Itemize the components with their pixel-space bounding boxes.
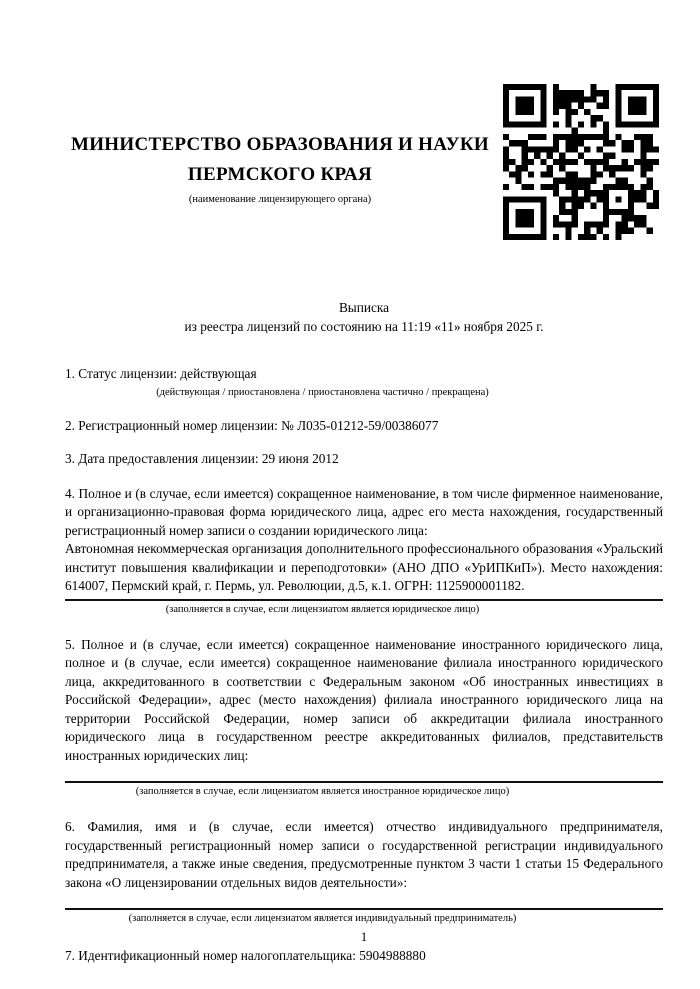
- item-5-foreign-entity-question: 5. Полное и (в случае, если имеется) сокращенное наименование иностранного юридического лица, полное и (в случае, если имеется) сокращенное наименование филиала иностранного юридического лица, аккредитованного в соответствии с Федеральным законом «Об иностранных инвестициях в Российской Федерации», адрес (место нахождения) филиала иностранного юридического лица на территории Российской Федерации, номер записи об аккредитации филиала иностранного юридического лица в государственном реестре аккредитованных филиалов, представительств иностранных юридических лиц:: [65, 636, 663, 763]
- item-3-grant-date: 3. Дата предоставления лицензии: 29 июня 2012: [65, 451, 339, 466]
- item-4-legal-entity-question: 4. Полное и (в случае, если имеется) сокращенное наименование, в том числе фирменное наименование, и организационно-правовая форма юридического лица, адрес его места нахождения, государственный регистрационный номер записи о создании юридического лица:: [65, 485, 663, 538]
- item-6-entrepreneur-question: 6. Фамилия, имя и (в случае, если имеется) отчество индивидуального предпринимателя, государственный регистрационный номер записи о государственной регистрации индивидуального предпринимателя, а также иные сведения, предусмотренные пунктом 3 части 1 статьи 15 Федерального закона «О лицензировании отдельных видов деятельности»:: [65, 819, 663, 890]
- item-5-caption: (заполняется в случае, если лицензиатом является иностранное юридическое лицо): [135, 786, 510, 797]
- ministry-name-caption: (наименование лицензирующего органа): [188, 194, 372, 205]
- extract-body: [65, 365, 663, 966]
- item-4-legal-entity-answer: Автономная некоммерческая организация дополнительного профессионального образования «Уральский институт повышения квалификации и переподготовки» (АНО ДПО «УрИПКиП»). Место нахождения: 614007, Пермский край, г. Пермь, ул. Революции, д.5, к.1. ОГРН: 1125900001182.: [65, 541, 663, 593]
- item-7-taxpayer-number: 7. Идентификационный номер налогоплательщика: 5904988880: [65, 948, 426, 963]
- item-1-caption: (действующая / приостановлена / приостановлена частично / прекращена): [156, 386, 489, 398]
- item-5-fill-line: [65, 781, 663, 783]
- item-2-registration-number: 2. Регистрационный номер лицензии: № Л035-01212-59/00386077: [65, 417, 439, 433]
- document-title: [65, 299, 663, 336]
- qr-code-icon: [503, 84, 659, 240]
- document-title-line1: Выписка: [338, 300, 390, 315]
- item-6-fill-line: [65, 908, 663, 910]
- ministry-name-line1: МИНИСТЕРСТВО ОБРАЗОВАНИЯ И НАУКИ: [70, 134, 490, 155]
- document-title-line2: из реестра лицензий по состоянию на 11:19 «11» ноября 2025 г.: [184, 318, 544, 334]
- item-4-caption: (заполняется в случае, если лицензиатом является юридическое лицо): [165, 603, 480, 615]
- item-1-license-status: 1. Статус лицензии: действующая: [65, 366, 257, 381]
- item-6-caption: (заполняется в случае, если лицензиатом является индивидуальный предприниматель): [128, 913, 517, 924]
- page-number: 1: [360, 929, 368, 944]
- item-4-fill-line: [65, 599, 663, 601]
- ministry-name-line2: ПЕРМСКОГО КРАЯ: [187, 164, 373, 185]
- licensing-authority-header: [65, 130, 495, 206]
